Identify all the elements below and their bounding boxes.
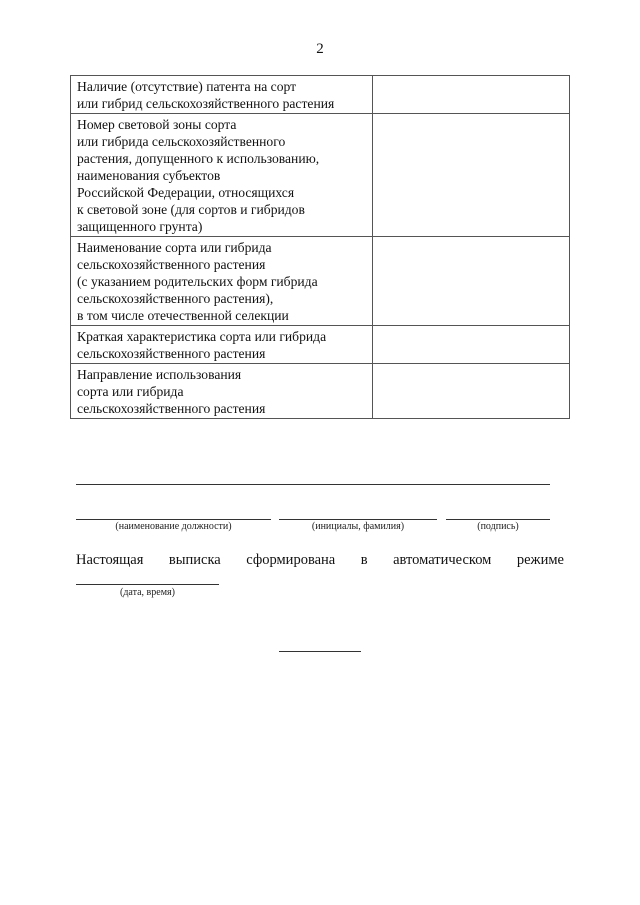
table-row — [71, 326, 570, 364]
date-caption: (дата, время) — [120, 587, 175, 598]
row-label-line: сельскохозяйственного растения — [77, 346, 266, 361]
statement-text — [76, 552, 564, 569]
row-label-cell — [71, 326, 373, 364]
table-row — [71, 76, 570, 114]
row-label-line: Наличие (отсутствие) патента на сорт — [77, 79, 297, 94]
signature-caption: (подпись) — [477, 521, 519, 532]
row-label-cell — [71, 114, 373, 237]
closing-separator — [279, 651, 361, 652]
row-label-line: (с указанием родительских форм гибрида — [77, 274, 318, 289]
info-table — [70, 75, 570, 419]
row-label-line: сорта или гибрида — [77, 384, 184, 399]
date-line — [76, 584, 219, 585]
name-caption: (инициалы, фамилия) — [311, 521, 405, 532]
row-label-line: наименования субъектов — [77, 168, 221, 183]
statement-word: выписка — [168, 552, 221, 568]
blank-line-top — [76, 484, 550, 485]
row-label-line: сельскохозяйственного растения — [77, 257, 266, 272]
row-label-cell — [71, 237, 373, 326]
row-label-line: или гибрида сельскохозяйственного — [77, 134, 286, 149]
row-label-line: сельскохозяйственного растения — [77, 401, 266, 416]
statement-word: в — [360, 552, 368, 568]
row-label-line: Краткая характеристика сорта или гибрида — [77, 329, 327, 344]
row-label-line: в том числе отечественной селекции — [77, 308, 289, 323]
row-label-line: Российской Федерации, относящихся — [77, 185, 295, 200]
table-row — [71, 114, 570, 237]
statement-word: сформирована — [246, 552, 336, 568]
table-row — [71, 364, 570, 419]
row-value-cell — [372, 364, 569, 419]
table-body — [71, 76, 570, 419]
row-value-cell — [372, 326, 569, 364]
row-label-line: или гибрид сельскохозяйственного растения — [77, 96, 335, 111]
position-line — [76, 519, 271, 520]
row-label-line: растения, допущенного к использованию, — [77, 151, 320, 166]
row-label-line: защищенного грунта) — [77, 219, 203, 234]
row-label-line: сельскохозяйственного растения), — [77, 291, 274, 306]
row-label-line: Наименование сорта или гибрида — [77, 240, 272, 255]
page-number: 2 — [316, 41, 324, 57]
row-value-cell — [372, 76, 569, 114]
row-value-cell — [372, 237, 569, 326]
table-row — [71, 237, 570, 326]
row-label-cell — [71, 364, 373, 419]
row-label-line: к световой зоне (для сортов и гибридов — [77, 202, 305, 217]
row-label-line: Направление использования — [77, 367, 242, 382]
position-caption: (наименование должности) — [115, 521, 232, 532]
statement-word: автоматическом — [393, 552, 492, 568]
row-label-cell — [71, 76, 373, 114]
statement-word: Настоящая — [76, 552, 144, 568]
row-label-line: Номер световой зоны сорта — [77, 117, 237, 132]
signature-line — [446, 519, 550, 520]
statement-word: режиме — [516, 552, 564, 568]
row-value-cell — [372, 114, 569, 237]
name-line — [279, 519, 437, 520]
